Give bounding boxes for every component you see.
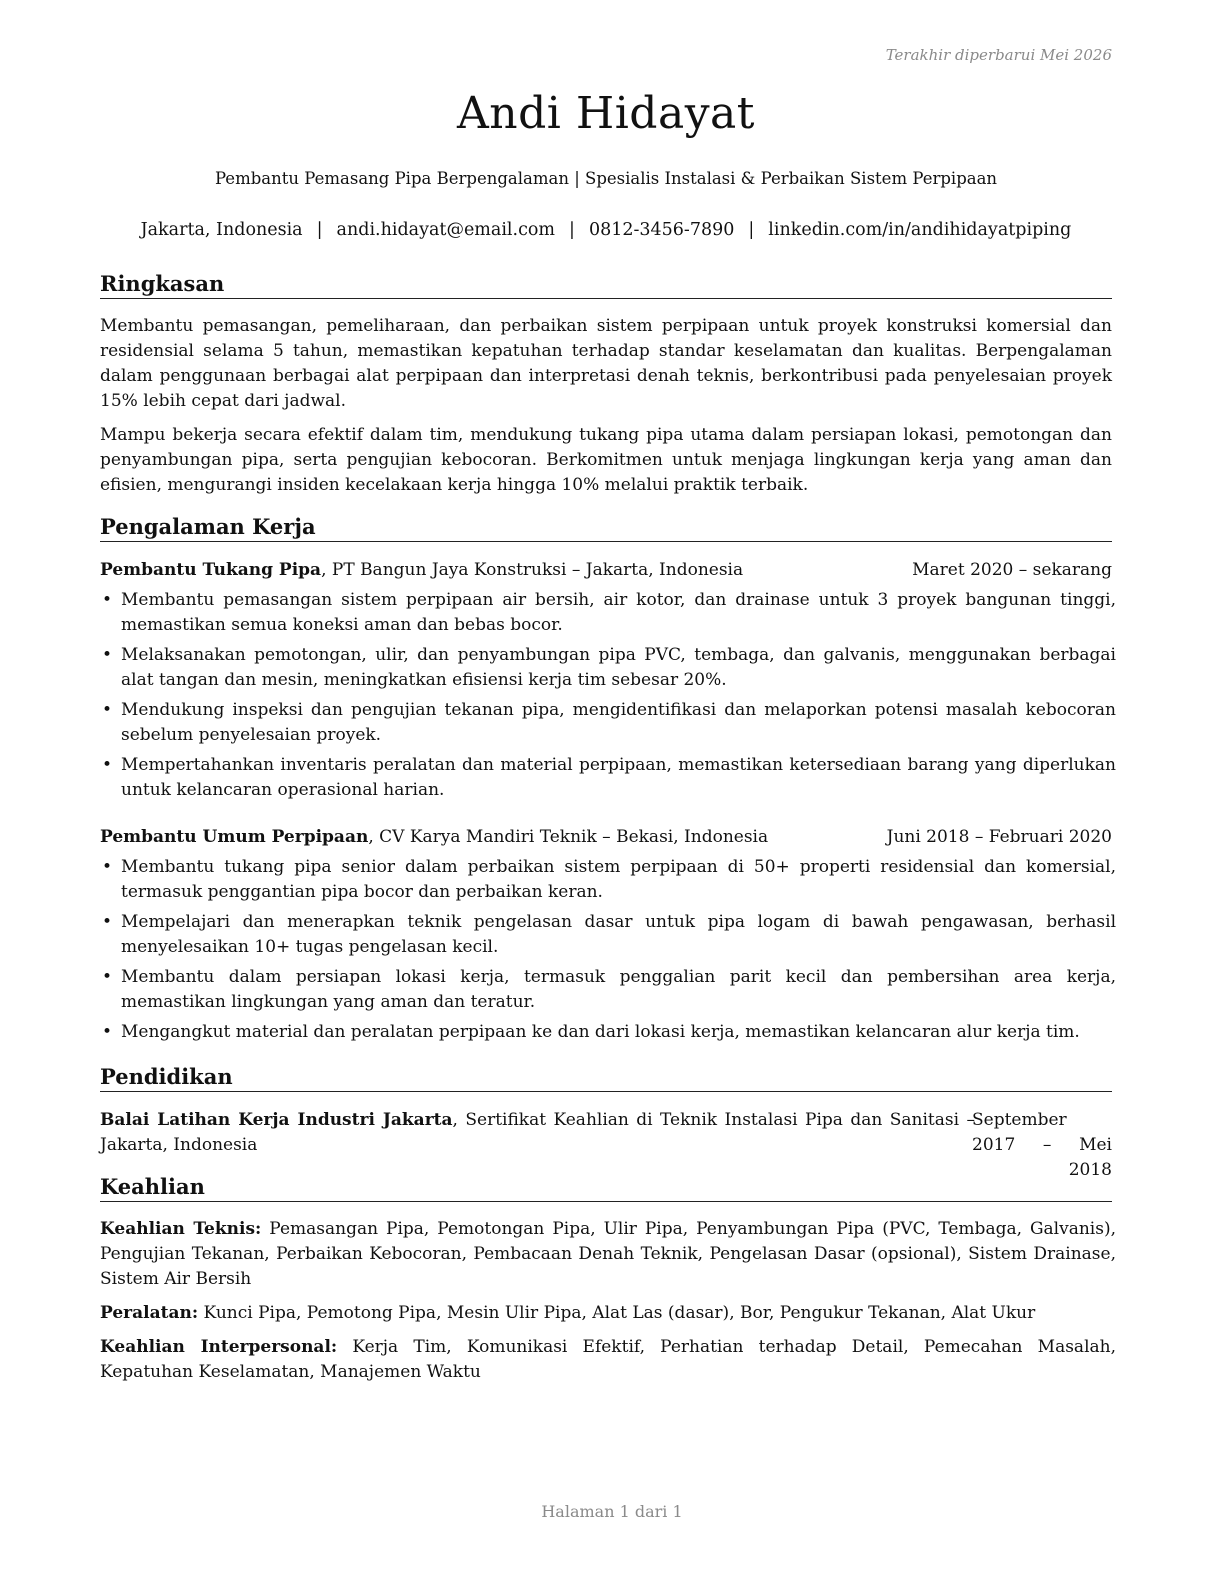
- list-item: • Mempelajari dan menerapkan teknik pengelasan dasar untuk pipa logam di bawah pengawasan, berhasil menyelesaikan 10+ tugas pengelasan kecil.: [100, 910, 1116, 960]
- job-header: [100, 558, 1112, 583]
- skill-label: Peralatan:: [100, 1303, 199, 1323]
- summary-paragraph: Mampu bekerja secara efektif dalam tim, mendukung tukang pipa utama dalam persiapan lokasi, pemotongan dan penyambungan pipa, serta pengujian kebocoran. Berkomitmen untuk menjaga lingkungan kerja yang aman dan efisien, mengurangi insiden kecelakaan kerja hingga 10% melalui praktik terbaik.: [100, 425, 1112, 495]
- list-item: • Membantu dalam persiapan lokasi kerja, termasuk penggalian parit kecil dan pembersihan area kerja, memastikan lingkungan yang aman dan teratur.: [100, 965, 1116, 1015]
- skill-text: Kunci Pipa, Pemotong Pipa, Mesin Ulir Pipa, Alat Las (dasar), Bor, Pengukur Tekanan, Alat Ukur: [198, 1303, 1036, 1323]
- contact-phone: 0812-3456-7890: [588, 220, 735, 240]
- list-item: • Membantu pemasangan sistem perpipaan air bersih, air kotor, dan drainase untuk 3 proyek bangunan tinggi, memastikan semua koneksi aman dan bebas bocor.: [100, 588, 1116, 638]
- job-dates: Juni 2018 – Februari 2020: [886, 827, 1112, 847]
- job-company: , CV Karya Mandiri Teknik – Bekasi, Indonesia: [368, 827, 769, 847]
- skill-label: Keahlian Interpersonal:: [100, 1337, 338, 1357]
- education-dates: September 2017 – Mei 2018: [972, 1110, 1112, 1180]
- job-role: Pembantu Tukang Pipa: [100, 560, 322, 580]
- list-item: • Mendukung inspeksi dan pengujian tekanan pipa, mengidentifikasi dan melaporkan potensi masalah kebocoran sebelum penyelesaian proyek.: [100, 698, 1116, 748]
- job-company: , PT Bangun Jaya Konstruksi – Jakarta, Indonesia: [321, 560, 744, 580]
- education-institution: Balai Latihan Kerja Industri Jakarta: [100, 1110, 453, 1130]
- contact-separator: |: [748, 220, 755, 240]
- headline: Pembantu Pemasang Pipa Berpengalaman | Spesialis Instalasi & Perbaikan Sistem Perpipaan: [214, 169, 998, 188]
- last-updated: Terakhir diperbarui Mei 2026: [885, 46, 1112, 64]
- contact-linkedin[interactable]: linkedin.com/in/andihidayatpiping: [768, 220, 1072, 240]
- education-entry: [100, 1108, 1112, 1180]
- skill-group-tools: [100, 1301, 1116, 1326]
- skill-group-interpersonal: [100, 1335, 1116, 1385]
- skill-group-technical: [100, 1217, 1116, 1292]
- job-bullets: [100, 855, 1116, 1050]
- summary-paragraph: Membantu pemasangan, pemeliharaan, dan perbaikan sistem perpipaan untuk proyek konstruksi komersial dan residensial selama 5 tahun, memastikan kepatuhan terhadap standar keselamatan dan kualitas. Berpengalaman dalam penggunaan berbagai alat perpipaan dan interpretasi denah teknis, berkontribusi pada penyelesaian proyek 15% lebih cepat dari jadwal.: [100, 316, 1112, 411]
- job-bullets: [100, 588, 1116, 808]
- candidate-name: Andi Hidayat: [457, 88, 755, 139]
- section-title-education: Pendidikan: [100, 1064, 1112, 1092]
- contact-separator: |: [569, 220, 575, 240]
- section-title-summary: Ringkasan: [100, 271, 1112, 299]
- list-item: • Mengangkut material dan peralatan perpipaan ke dan dari lokasi kerja, memastikan kelancaran alur kerja tim.: [100, 1020, 1116, 1045]
- contact-email[interactable]: andi.hidayat@email.com: [336, 220, 556, 240]
- contact-line: [100, 220, 1112, 240]
- page-number: Halaman 1 dari 1: [541, 1502, 683, 1521]
- job-header: [100, 825, 1112, 850]
- contact-separator: |: [316, 220, 323, 240]
- job-role: Pembantu Umum Perpipaan: [100, 827, 369, 847]
- skill-text: Kerja Tim, Komunikasi Efektif, Perhatian terhadap Detail, Pemecahan Masalah, Kepatuhan Keselamatan, Manajemen Waktu: [100, 1337, 1116, 1382]
- section-title-experience: Pengalaman Kerja: [100, 514, 1112, 542]
- education-detail: , Sertifikat Keahlian di Teknik Instalasi Pipa dan Sanitasi – Jakarta, Indonesia: [100, 1110, 975, 1155]
- list-item: • Melaksanakan pemotongan, ulir, dan penyambungan pipa PVC, tembaga, dan galvanis, menggunakan berbagai alat tangan dan mesin, meningkatkan efisiensi kerja tim sebesar 20%.: [100, 643, 1116, 693]
- contact-location: Jakarta, Indonesia: [140, 220, 303, 240]
- skill-text: Pemasangan Pipa, Pemotongan Pipa, Ulir Pipa, Penyambungan Pipa (PVC, Tembaga, Galvanis), Pengujian Tekanan, Perbaikan Kebocoran, Pembacaan Denah Teknik, Pengelasan Dasar (opsional), Sistem Drainase, Sistem Air Bersih: [100, 1219, 1116, 1289]
- education-main: [100, 1108, 975, 1158]
- list-item: • Membantu tukang pipa senior dalam perbaikan sistem perpipaan di 50+ properti residensial dan komersial, termasuk penggantian pipa bocor dan perbaikan keran.: [100, 855, 1116, 905]
- skill-label: Keahlian Teknis:: [100, 1219, 262, 1239]
- job-dates: Maret 2020 – sekarang: [912, 560, 1112, 580]
- section-title-skills: Keahlian: [100, 1174, 1112, 1202]
- list-item: • Mempertahankan inventaris peralatan dan material perpipaan, memastikan ketersediaan barang yang diperlukan untuk kelancaran operasional harian.: [100, 753, 1116, 803]
